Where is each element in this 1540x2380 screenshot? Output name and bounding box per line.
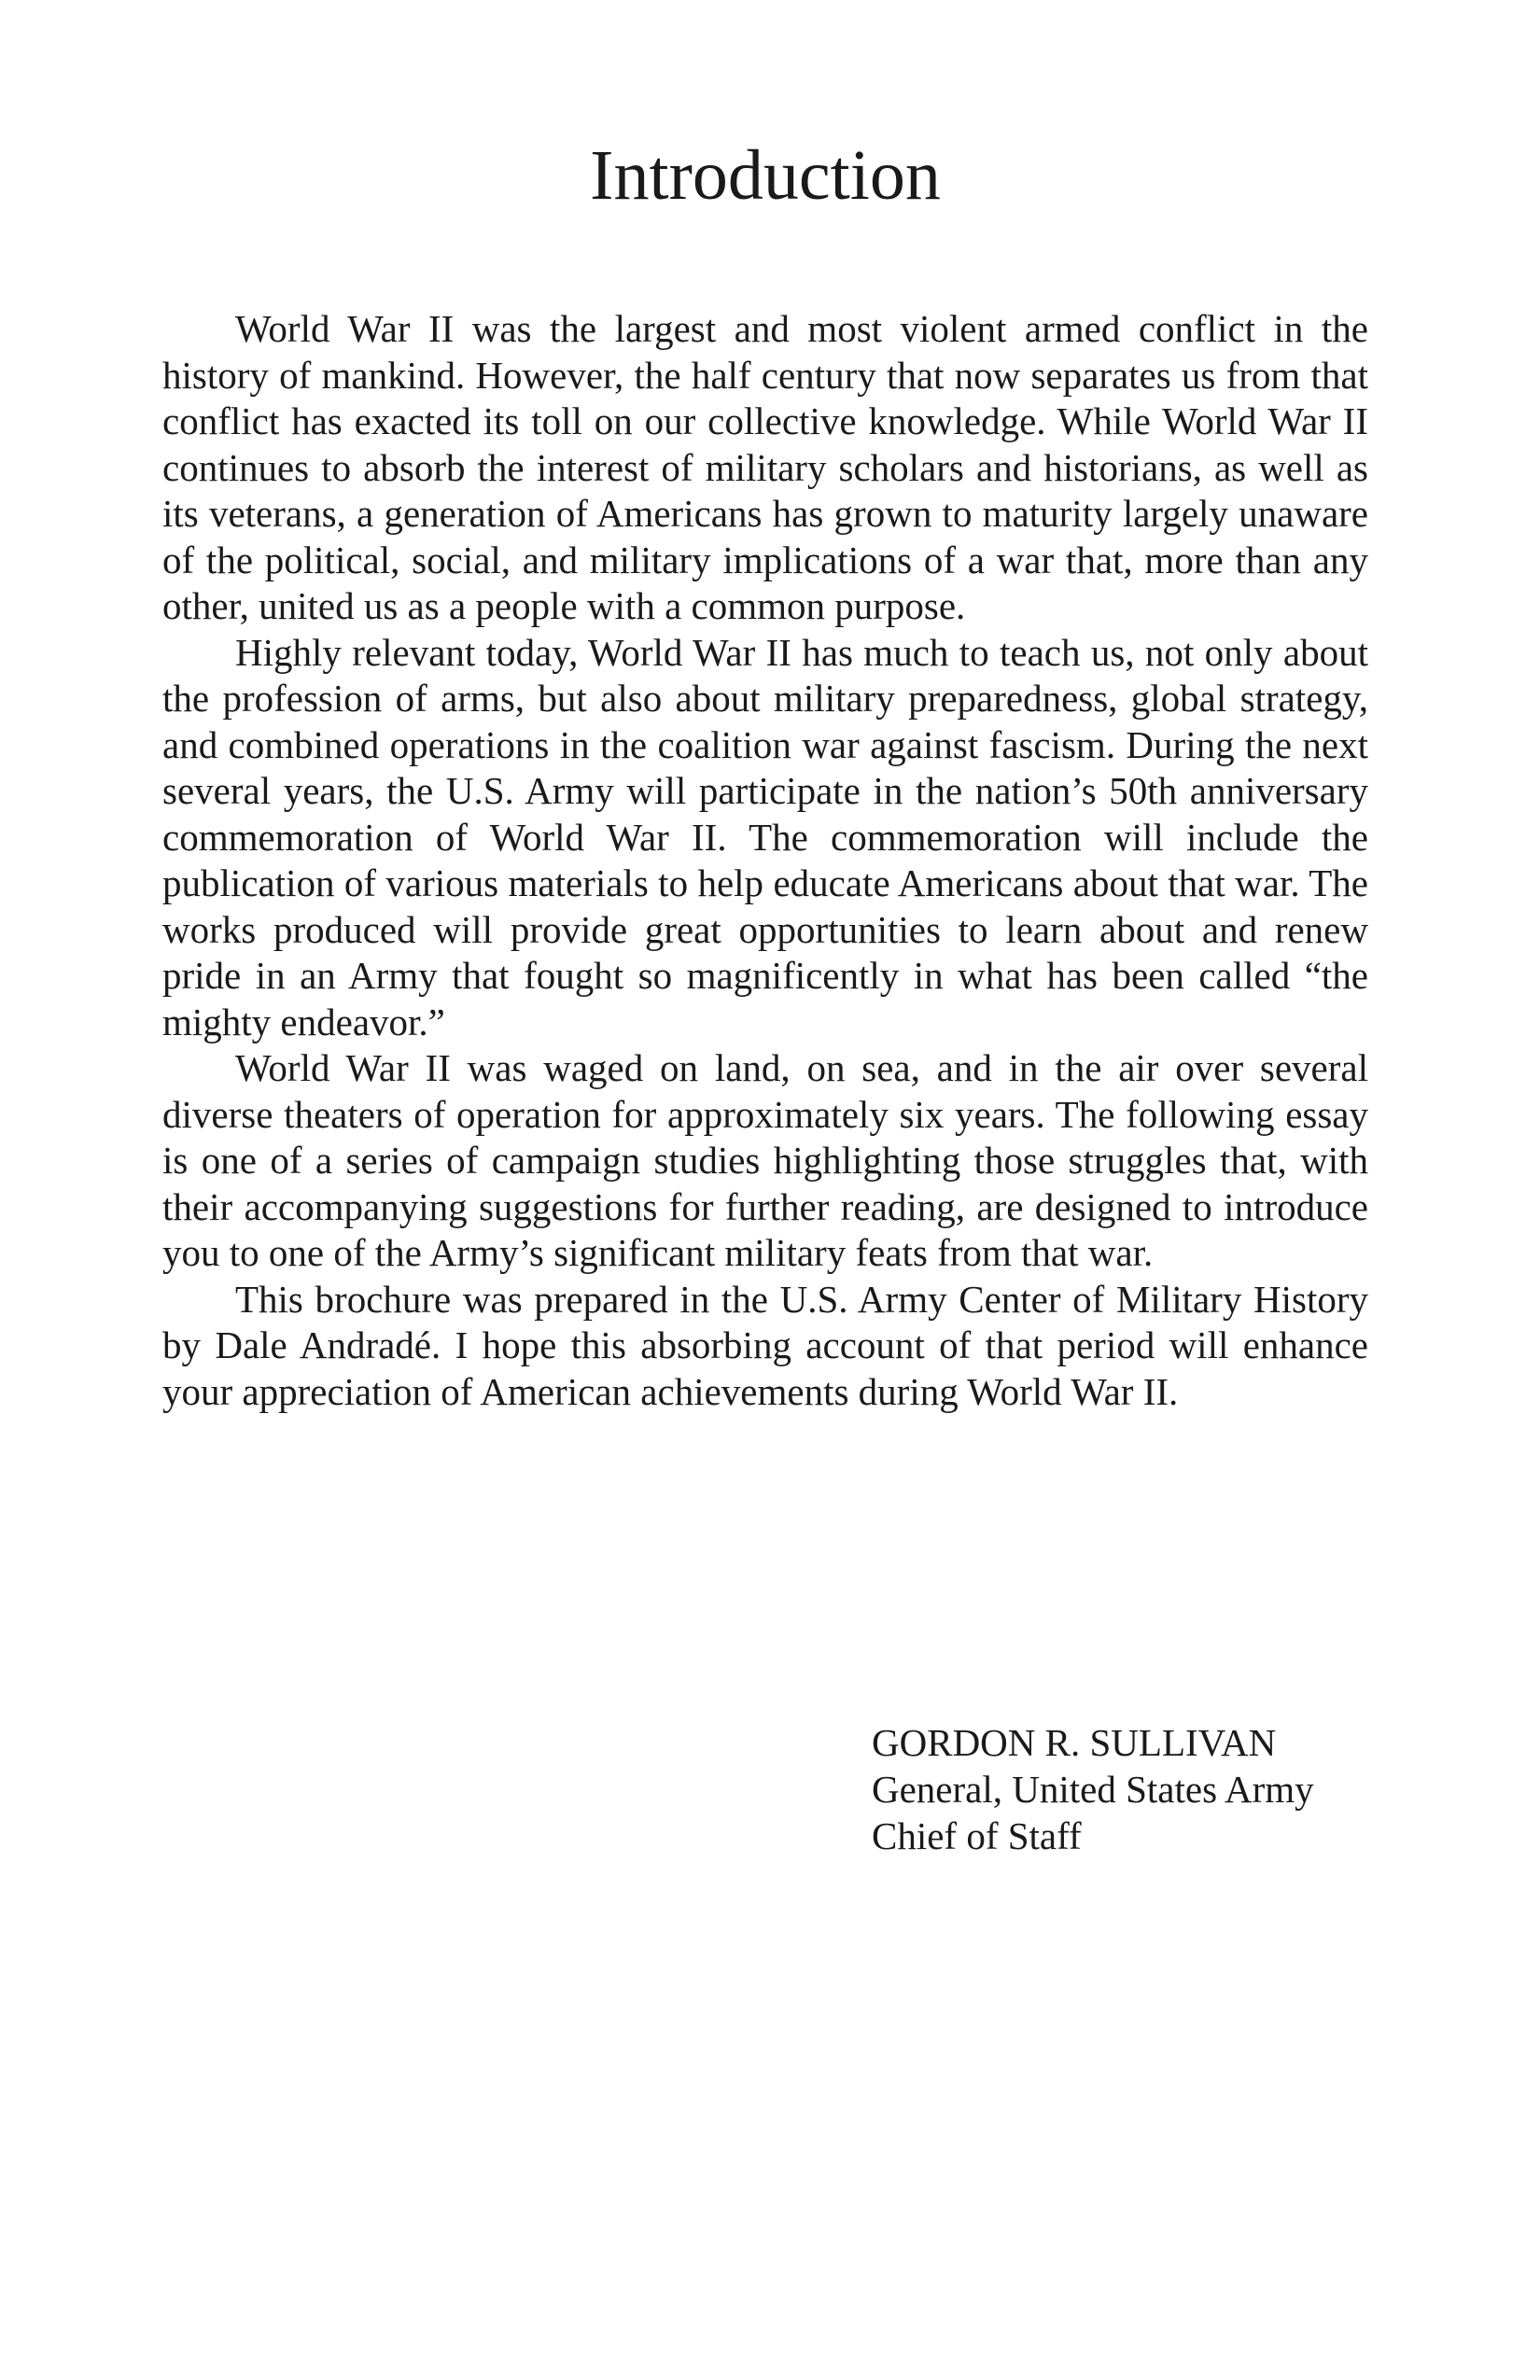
page-title: Introduction [590, 136, 941, 215]
paragraph-3: World War II was waged on land, on sea, and in the air over several diverse theaters of operation for approximately six years. The following essay is one of a series of campaign studies highlighting those struggles that, with their accompanying suggestions for further reading, are designed to introduce you to one of the Army’s significant military feats from that war. [162, 1046, 1368, 1274]
paragraph-2: Highly relevant today, World War II has much to teach us, not only about the profession of arms, but also about military preparedness, global strategy, and combined operations in the coalition war against fascism. During the next several years, the U.S. Army will participate in the nation’s 50th anniversary commemoration of World War II. The commemoration will include the publication of various materials to help educate Americans about that war. The works produced will provide great opportunities to learn about and renew pride in an Army that fought so magnificently in what has been called “the mighty endeavor.” [162, 630, 1368, 1043]
signature-name: GORDON R. SULLIVAN [872, 1721, 1277, 1764]
signature-rank: General, United States Army [872, 1768, 1314, 1811]
paragraph-4: This brochure was prepared in the U.S. Army Center of Military History by Dale Andradé. I hope this absorbing account of that period will enhance your appreciation of American achievements during World War II. [162, 1277, 1368, 1413]
signature-block [872, 1719, 1394, 1859]
paragraph-1: World War II was the largest and most violent armed conflict in the history of mankind. However, the half century that now separates us from that conflict has exacted its toll on our collective knowledge. While World War II continues to absorb the interest of military scholars and historians, as well as its veterans, a generation of Americans has grown to maturity largely unaware of the political, social, and military implications of a war that, more than any other, united us as a people with a common purpose. [162, 307, 1368, 627]
introduction-body [162, 306, 1368, 1415]
signature-position: Chief of Staff [872, 1814, 1082, 1857]
